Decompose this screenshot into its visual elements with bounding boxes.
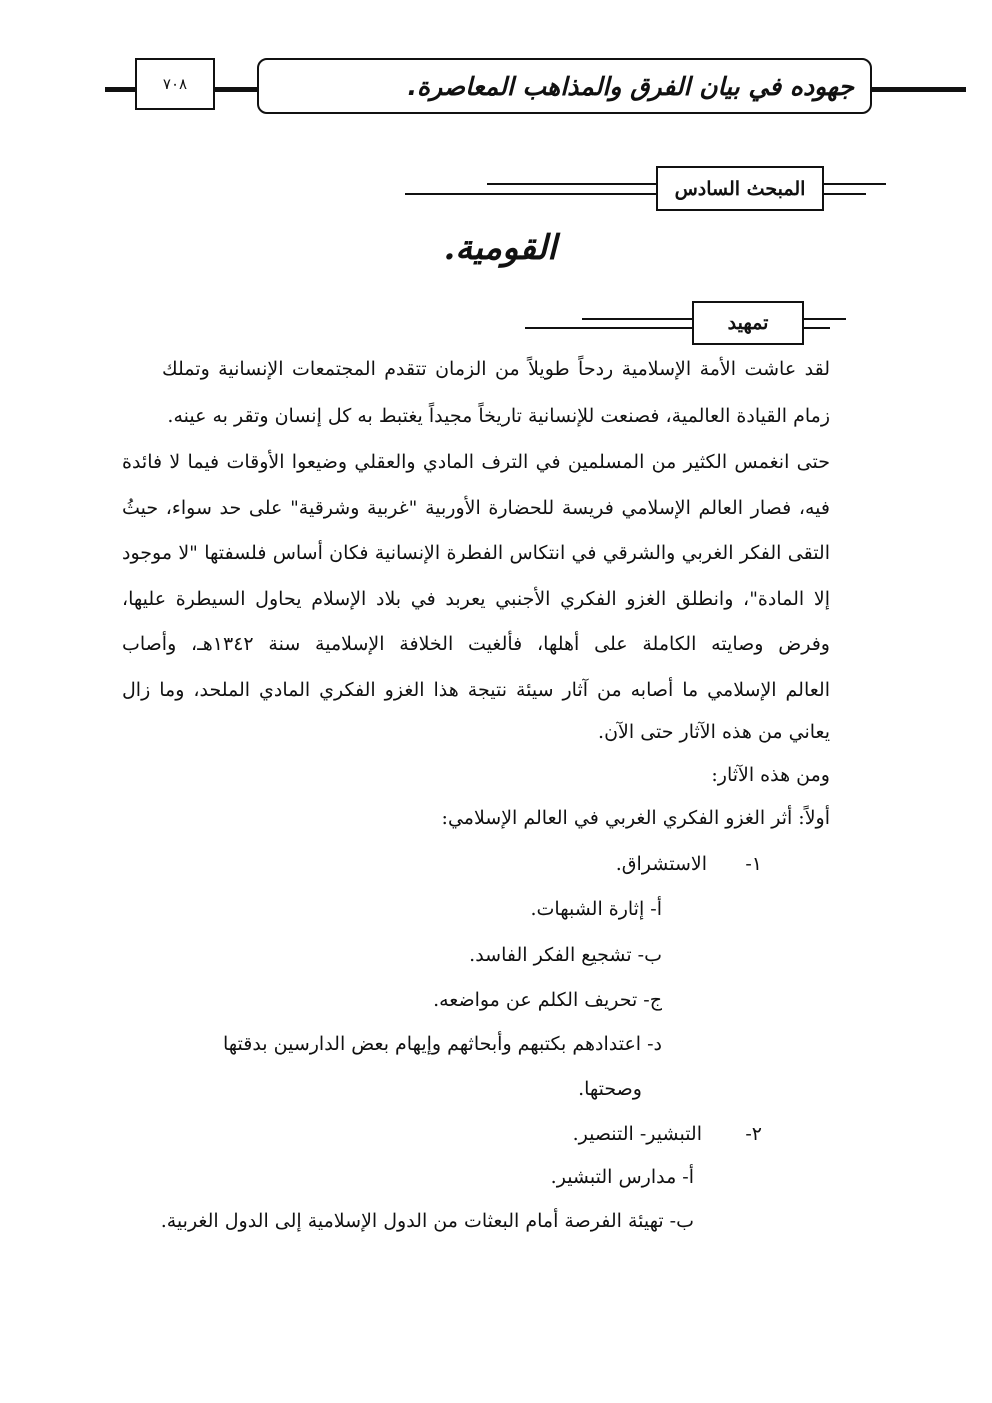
sublabel-rule-right-2 [802, 327, 830, 329]
list-subitem-continuation: وصحتها. [578, 1078, 642, 1100]
section-rule-right-2 [822, 193, 866, 195]
paragraph-line: ومن هذه الآثار: [711, 764, 830, 786]
paragraph-line: وفرض وصايته الكاملة على أهلها، فألغيت الخلافة الإسلامية سنة ١٣٤٢هـ، وأصاب [122, 633, 830, 655]
header-rule-left [105, 87, 135, 92]
paragraph-line: زمام القيادة العالمية، فصنعت للإنسانية تاريخاً مجيداً يغتبط به كل إنسان وتقر به عينه. [167, 405, 830, 427]
list-number: ٢- [745, 1123, 762, 1145]
list-subitem: أ- إثارة الشبهات. [530, 898, 662, 920]
paragraph-line: العالم الإسلامي ما أصابه من آثار سيئة نتيجة هذا الغزو الفكري المادي الملحد، وما زال [122, 679, 830, 701]
list-subitem: أ- مدارس التبشير. [550, 1166, 694, 1188]
list-subitem: ب- تشجيع الفكر الفاسد. [469, 944, 662, 966]
section-rule-long [405, 193, 657, 195]
sublabel-rule-right-1 [802, 318, 846, 320]
paragraph-line: فيه، فصار العالم الإسلامي فريسة للحضارة الأوربية "غربية وشرقية" على حد سواء، حيثُ [122, 497, 830, 519]
running-header-title: جهوده في بيان الفرق والمذاهب المعاصرة. [407, 71, 854, 101]
sublabel-rule-upper [582, 318, 693, 320]
page-number: ٧٠٨ [135, 58, 215, 110]
list-item: التبشير- التنصير. [572, 1123, 702, 1145]
chapter-title: القومية. [443, 228, 557, 268]
section-rule-right-1 [822, 183, 886, 185]
list-subitem: د- اعتدادهم بكتبهم وأبحاثهم وإيهام بعض الدارسين بدقتها [222, 1033, 662, 1055]
section-heading-line: أولاً: أثر الغزو الفكري الغربي في العالم الإسلامي: [441, 807, 830, 829]
sublabel-rule-long [525, 327, 693, 329]
list-subitem: ج- تحريف الكلم عن مواضعه. [433, 989, 662, 1011]
list-item: الاستشراق. [615, 853, 707, 875]
section-label: المبحث السادس [656, 166, 824, 211]
header-rule-middle [215, 87, 257, 92]
paragraph-line: يعاني من هذه الآثار حتى الآن. [598, 721, 830, 743]
sub-label: تمهيد [692, 301, 804, 345]
paragraph-line: التقى الفكر الغربي والشرقي في انتكاس الفطرة الإنسانية فكان أساس فلسفتها "لا موجود [122, 542, 830, 564]
section-rule-upper [487, 183, 657, 185]
paragraph-line: لقد عاشت الأمة الإسلامية ردحاً طويلاً من الزمان تتقدم المجتمعات الإنسانية وتملك [162, 358, 830, 380]
running-header [257, 58, 872, 114]
list-number: ١- [745, 853, 762, 875]
list-subitem: ب- تهيئة الفرصة أمام البعثات من الدول الإسلامية إلى الدول الغربية. [160, 1210, 694, 1232]
header-rule-right [872, 87, 966, 92]
paragraph-line: إلا المادة"، وانطلق الغزو الفكري الأجنبي يعربد في بلاد الإسلام يحاول السيطرة عليها، [122, 588, 830, 610]
paragraph-line: حتى انغمس الكثير من المسلمين في الترف المادي والعقلي وضيعوا الأوقات فيما لا فائدة [122, 451, 830, 473]
